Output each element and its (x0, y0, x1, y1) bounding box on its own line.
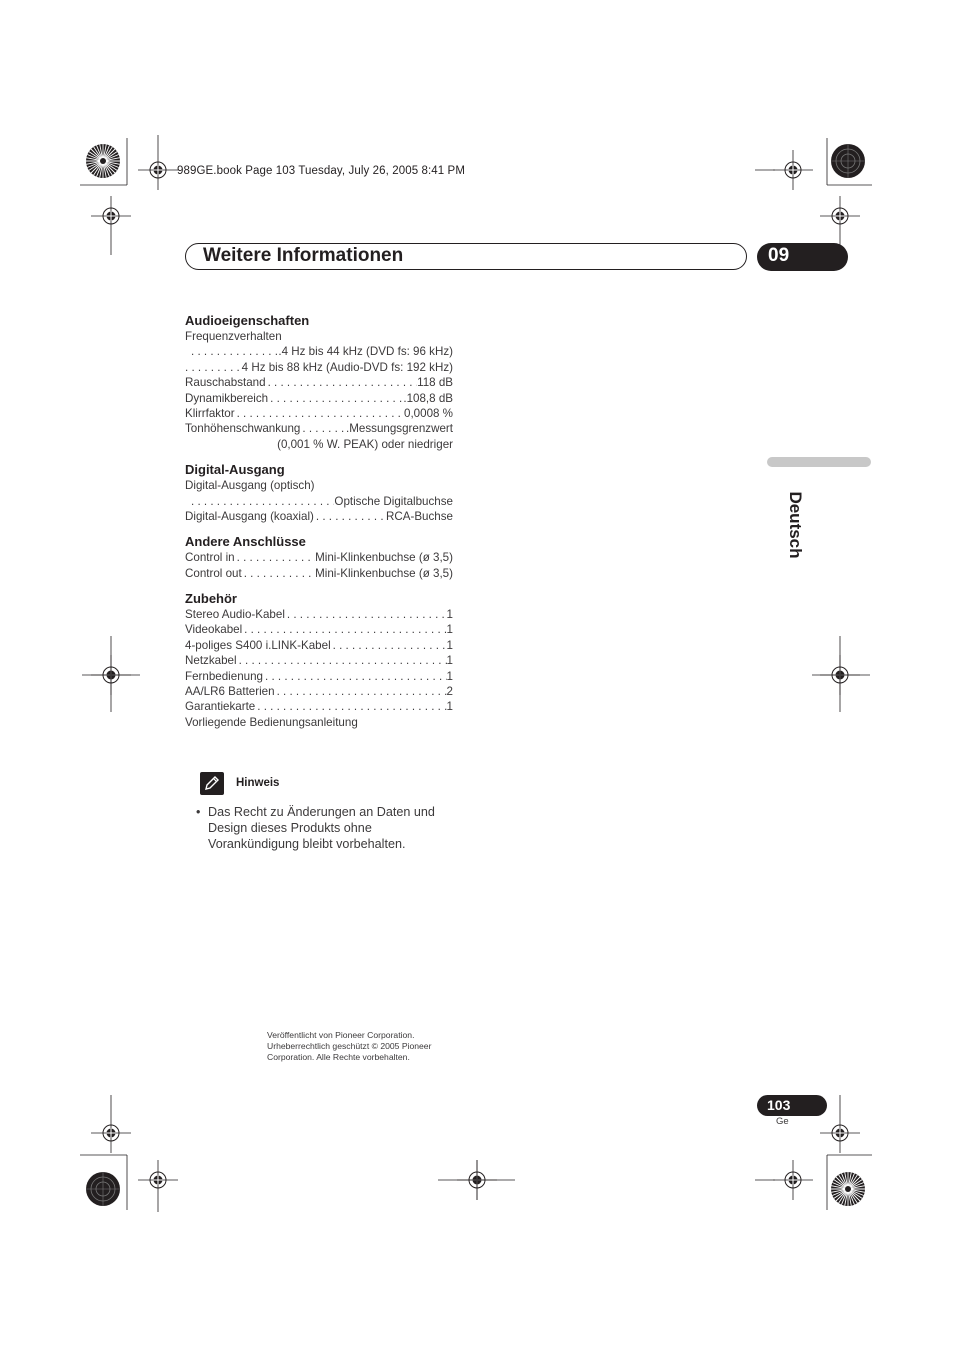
accessory-row: Garantiekarte . . . 1 (185, 699, 453, 714)
section-title-accessories: Zubehör (185, 591, 237, 607)
spec-row: Digital-Ausgang (optisch) (185, 479, 315, 493)
accessory-row: Vorliegende Bedienungsanleitung (185, 715, 358, 729)
spec-row: . . . 4 Hz bis 88 kHz (Audio-DVD fs: 192 kHz) (185, 360, 453, 375)
chapter-number-badge (757, 243, 848, 271)
specifications-content (185, 312, 453, 730)
spec-row: (0,001 % W. PEAK) oder niedriger (277, 437, 453, 451)
language-label: Deutsch (786, 491, 805, 559)
book-info-line: 989GE.book Page 103 Tuesday, July 26, 2005 8:41 PM (177, 165, 466, 177)
note-body (196, 804, 466, 852)
page-number-badge (757, 1095, 827, 1116)
spec-row: Digital-Ausgang (koaxial) . . . RCA-Buchse (185, 509, 453, 524)
copyright-footer (267, 1030, 467, 1063)
language-tab-bar (767, 457, 871, 467)
accessory-row: Fernbedienung . . . 1 (185, 669, 453, 684)
page-number: 103 (767, 1097, 791, 1113)
spec-row: Control in . . . Mini-Klinkenbuchse (ø 3,5) (185, 550, 453, 565)
chapter-title-bar (185, 243, 747, 270)
note-line: Design dieses Produkts ohne (208, 821, 372, 835)
accessory-row: Netzkabel . . . 1 (185, 653, 453, 668)
note-label: Hinweis (236, 777, 280, 789)
note-bullet: • (196, 805, 201, 819)
accessory-row: 4-poliges S400 i.LINK-Kabel . . . 1 (185, 638, 453, 653)
spec-row: Dynamikbereich . . . .108,8 dB (185, 391, 453, 406)
spec-row: . . . Optische Digitalbuchse (185, 494, 453, 509)
section-title-digital-output: Digital-Ausgang (185, 462, 285, 478)
accessory-row: Videokabel . . . 1 (185, 622, 453, 637)
footer-line: Urheberrechtlich geschützt © 2005 Pioneer (267, 1041, 432, 1051)
accessory-row: Stereo Audio-Kabel . . . 1 (185, 607, 453, 622)
note-line: Das Recht zu Änderungen an Daten und (208, 805, 435, 819)
accessory-row: AA/LR6 Batterien . . . 2 (185, 684, 453, 699)
footer-line: Corporation. Alle Rechte vorbehalten. (267, 1052, 410, 1062)
note-pencil-icon (200, 772, 224, 795)
section-title-other-connections: Andere Anschlüsse (185, 534, 306, 550)
spec-row: Control out . . . Mini-Klinkenbuchse (ø 3,5) (185, 566, 453, 581)
section-title-audio: Audioeigenschaften (185, 313, 310, 328)
chapter-number: 09 (768, 245, 790, 266)
spec-row: Klirrfaktor . . . 0,0008 % (185, 406, 453, 421)
footer-line: Veröffentlicht von Pioneer Corporation. (267, 1030, 415, 1040)
spec-row: Frequenzverhalten (185, 330, 282, 343)
spec-row: Rauschabstand . . . 118 dB (185, 375, 453, 390)
note-line: Vorankündigung bleibt vorbehalten. (208, 837, 406, 851)
page-language-code: Ge (776, 1116, 789, 1127)
spec-row: Tonhöhenschwankung . . . .Messungsgrenzwert (185, 421, 453, 436)
spec-row: . . . .4 Hz bis 44 kHz (DVD fs: 96 kHz) (185, 344, 453, 359)
page-title: Weitere Informationen (203, 245, 404, 266)
